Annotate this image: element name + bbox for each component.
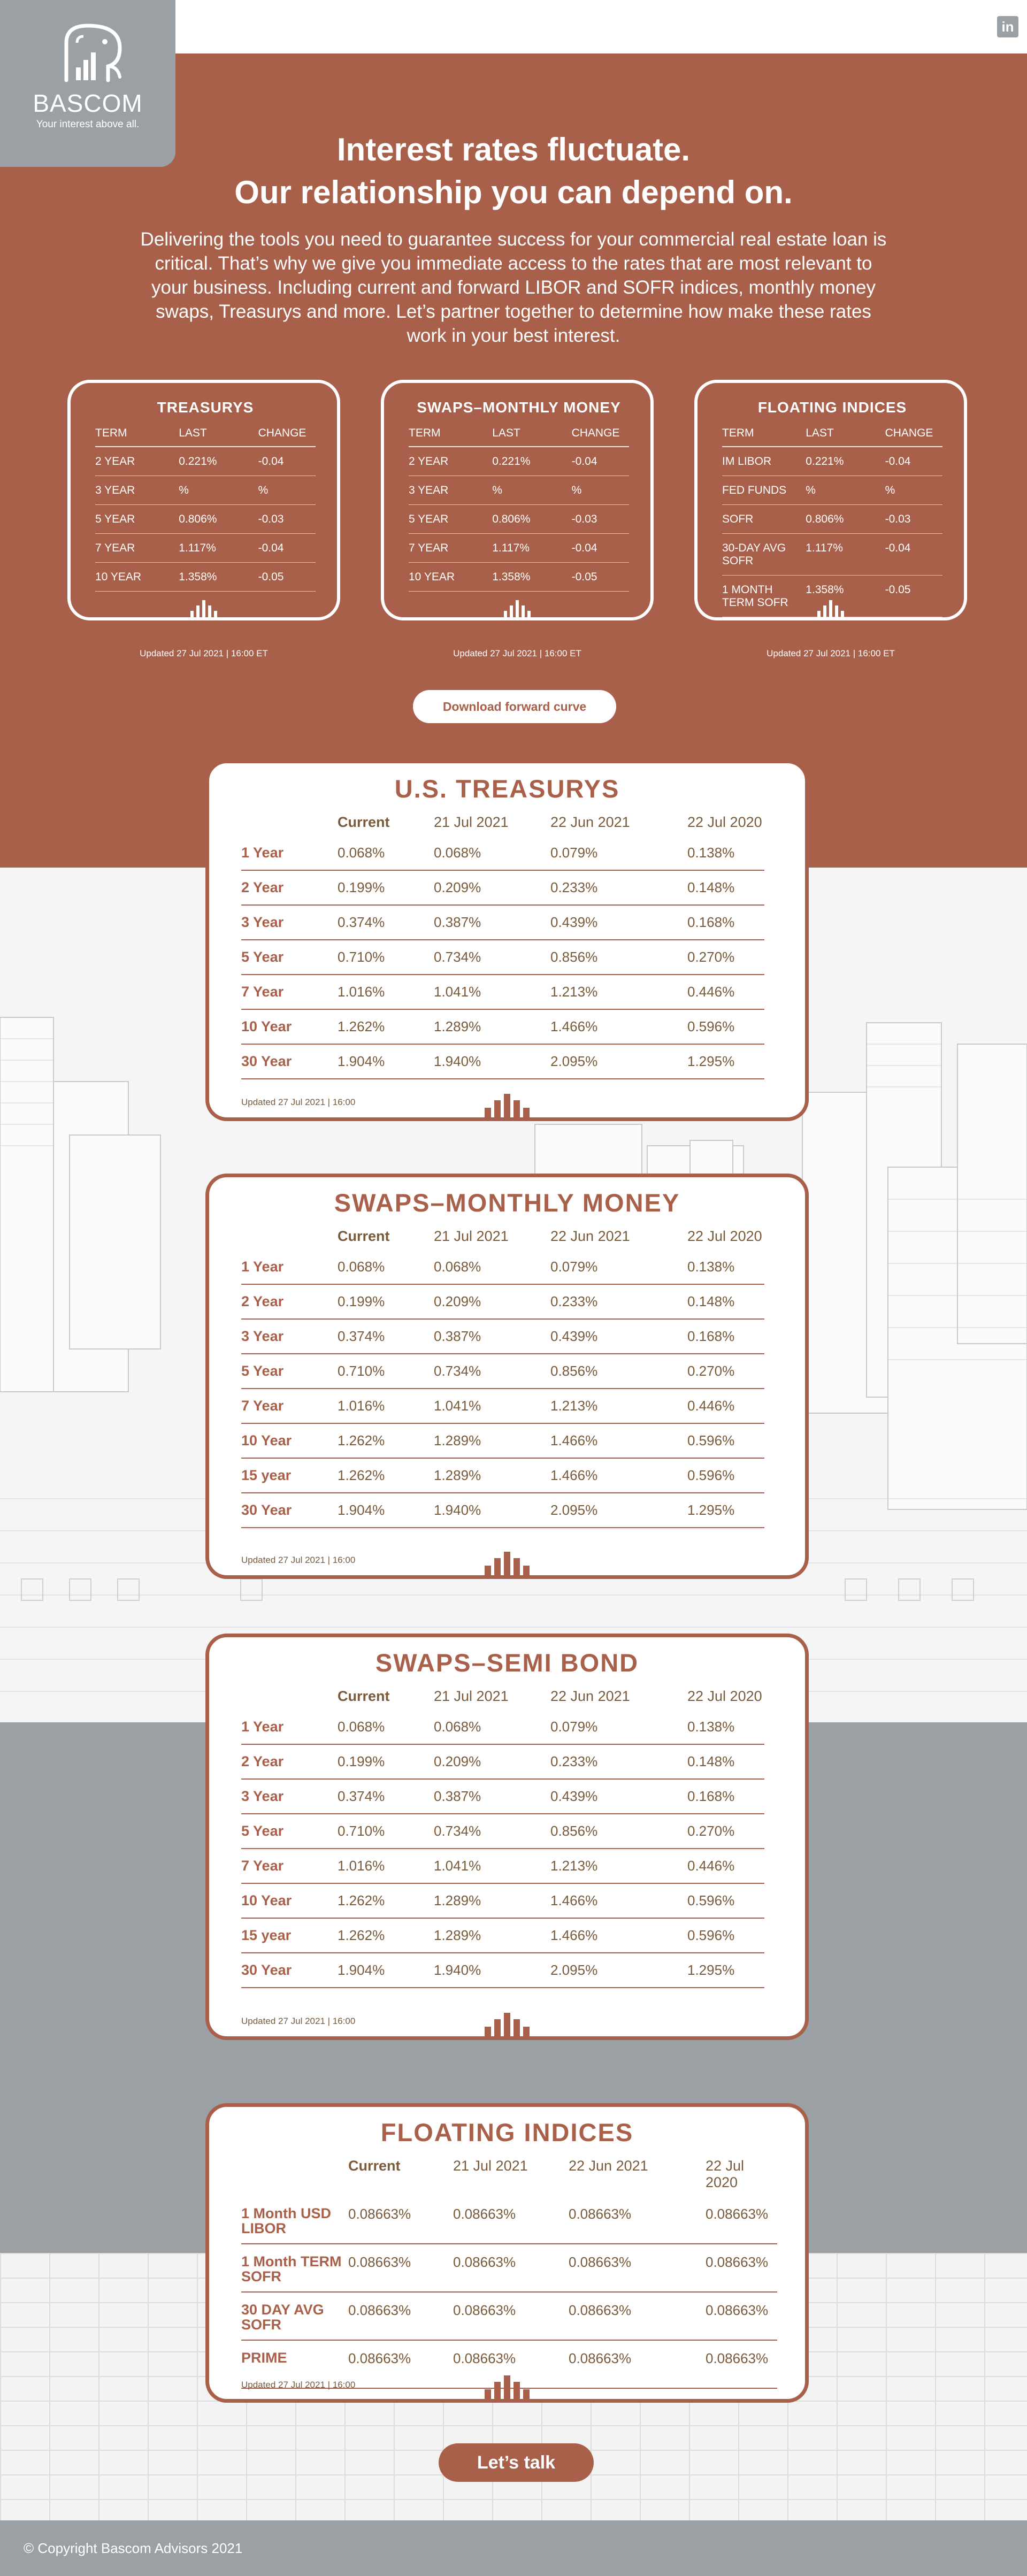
value: 1.041%: [434, 1858, 481, 1874]
col-date: 22 Jul 2020: [706, 2158, 745, 2190]
value: 0.387%: [434, 1328, 481, 1344]
table-row: [722, 476, 942, 505]
value: 2.095%: [550, 1962, 598, 1978]
bars-icon: [504, 600, 531, 618]
value: 0.374%: [338, 1788, 385, 1804]
term: 3 Year: [241, 1328, 284, 1344]
table-row: [722, 534, 942, 576]
term: 1 Year: [241, 1719, 284, 1735]
bars-icon: [485, 2013, 530, 2037]
logo-tagline: Your interest above all.: [36, 119, 140, 130]
value: 0.168%: [687, 1328, 735, 1344]
term: 15 year: [241, 1927, 292, 1943]
col-date: 22 Jul 2020: [687, 814, 762, 830]
table-row: [95, 476, 316, 505]
table-header: [241, 814, 764, 836]
term: 2 Year: [241, 1293, 284, 1309]
updated-timestamp: Updated 27 Jul 2021 | 16:00: [241, 2380, 356, 2390]
col-date: 22 Jun 2021: [550, 1688, 630, 1704]
value: 0.209%: [434, 1753, 481, 1769]
linkedin-icon[interactable]: in: [997, 16, 1018, 37]
bars-icon: [485, 1552, 530, 1576]
value: 0.734%: [434, 1363, 481, 1379]
value: 1.016%: [338, 984, 385, 1000]
term: 3 YEAR: [409, 484, 449, 496]
value: 1.466%: [550, 1467, 598, 1483]
table-row: [409, 563, 629, 592]
col-date: 22 Jun 2021: [550, 1228, 630, 1244]
term: 5 YEAR: [409, 513, 449, 525]
table-row: [241, 2244, 777, 2293]
term: SOFR: [722, 513, 754, 525]
table-row: [241, 1919, 764, 1953]
change: -0.05: [571, 571, 597, 583]
table-row: [241, 2196, 777, 2244]
col-date: 21 Jul 2021: [434, 814, 509, 830]
value: 0.08663%: [569, 2206, 632, 2222]
value: 1.262%: [338, 1467, 385, 1483]
change: -0.03: [885, 513, 911, 525]
value: 1.262%: [338, 1018, 385, 1034]
table-row: [95, 447, 316, 476]
value: 0.148%: [687, 1293, 735, 1309]
table-row: [241, 1010, 764, 1045]
value: 0.387%: [434, 914, 481, 930]
table-row: [95, 505, 316, 534]
value: 1.289%: [434, 1018, 481, 1034]
value: 0.08663%: [348, 2350, 411, 2366]
table-row: [722, 447, 942, 476]
term: 30-DAY AVG SOFR: [722, 542, 786, 567]
mini-card-treasurys: [67, 380, 340, 620]
value: 0.148%: [687, 879, 735, 895]
value: 1.213%: [550, 984, 598, 1000]
footer: [0, 2520, 1027, 2576]
value: 1.466%: [550, 1892, 598, 1908]
value: 0.199%: [338, 1293, 385, 1309]
value: 0.374%: [338, 914, 385, 930]
table-row: [241, 940, 764, 975]
value: 1.904%: [338, 1962, 385, 1978]
term: 5 YEAR: [95, 513, 135, 525]
value: 1.940%: [434, 1502, 481, 1518]
value: 2.095%: [550, 1502, 598, 1518]
term: 30 Year: [241, 1053, 292, 1069]
value: 1.466%: [550, 1432, 598, 1448]
value: 1.940%: [434, 1053, 481, 1069]
value: 1.016%: [338, 1858, 385, 1874]
value: 0.596%: [687, 1927, 735, 1943]
value: 0.199%: [338, 879, 385, 895]
table-row: [241, 2293, 777, 2341]
bars-icon: [190, 600, 217, 618]
term: PRIME: [241, 2350, 287, 2366]
change: -0.04: [258, 542, 284, 554]
term: 30 Year: [241, 1962, 292, 1978]
col-term: TERM: [409, 427, 441, 439]
value: 0.068%: [338, 1259, 385, 1275]
mini-card-updated: Updated 27 Jul 2021 | 16:00 ET: [140, 648, 268, 658]
value: 0.199%: [338, 1753, 385, 1769]
value: 1.289%: [434, 1927, 481, 1943]
value: 1.466%: [550, 1018, 598, 1034]
col-term: [241, 814, 338, 831]
logo[interactable]: [0, 0, 175, 167]
value: 0.068%: [434, 1259, 481, 1275]
term: 30 Year: [241, 1502, 292, 1518]
col-term: TERM: [722, 427, 754, 439]
value: 0.596%: [687, 1018, 735, 1034]
value: 1.289%: [434, 1432, 481, 1448]
mini-table-header: [409, 427, 629, 447]
value: 0.596%: [687, 1432, 735, 1448]
value: 0.374%: [338, 1328, 385, 1344]
copyright-text: © Copyright Bascom Advisors 2021: [24, 2540, 243, 2556]
value: 1.262%: [338, 1892, 385, 1908]
col-current: Current: [338, 814, 390, 830]
change: -0.04: [258, 455, 284, 467]
col-date: 22 Jul 2020: [687, 1228, 762, 1244]
table-row: [241, 1493, 764, 1528]
value: 0.734%: [434, 949, 481, 965]
term: 5 Year: [241, 1363, 284, 1379]
term: 1 Month USD LIBOR: [241, 2205, 331, 2236]
term: 7 Year: [241, 1398, 284, 1414]
value: 0.08663%: [569, 2302, 632, 2318]
value: 1.295%: [687, 1502, 735, 1518]
term: 1 MONTH TERM SOFR: [722, 584, 788, 609]
mini-card-title: TREASURYS: [157, 399, 254, 416]
value: 0.439%: [550, 1788, 598, 1804]
card-title: SWAPS–MONTHLY MONEY: [334, 1189, 680, 1217]
last: 0.806%: [806, 513, 844, 525]
term: 5 Year: [241, 1823, 284, 1839]
col-current: Current: [338, 1228, 390, 1244]
value: 0.08663%: [706, 2254, 769, 2270]
value: 1.940%: [434, 1962, 481, 1978]
value: 1.041%: [434, 984, 481, 1000]
last: 1.358%: [492, 571, 531, 583]
change: -0.04: [571, 542, 597, 554]
table-row: [409, 505, 629, 534]
value: 0.138%: [687, 1259, 735, 1275]
value: 1.295%: [687, 1053, 735, 1069]
table-row: [241, 1389, 764, 1424]
value: 0.387%: [434, 1788, 481, 1804]
change: %: [885, 484, 895, 496]
table-row: [95, 534, 316, 563]
bars-icon: [817, 600, 844, 618]
lets-talk-button[interactable]: Let’s talk: [439, 2443, 594, 2482]
value: 0.270%: [687, 1363, 735, 1379]
table-row: [241, 836, 764, 871]
term: 3 YEAR: [95, 484, 135, 496]
term: 5 Year: [241, 949, 284, 965]
last: 0.221%: [179, 455, 217, 467]
col-last: LAST: [806, 427, 834, 439]
term: 7 YEAR: [409, 542, 449, 554]
value: 1.904%: [338, 1053, 385, 1069]
value: 0.446%: [687, 1858, 735, 1874]
term: 3 Year: [241, 914, 284, 930]
value: 0.233%: [550, 879, 598, 895]
value: 0.08663%: [569, 2350, 632, 2366]
col-date: 21 Jul 2021: [434, 1688, 509, 1704]
value: 0.856%: [550, 949, 598, 965]
table-row: [241, 1250, 764, 1285]
term: 2 YEAR: [95, 455, 135, 467]
col-last: LAST: [179, 427, 207, 439]
updated-timestamp: Updated 27 Jul 2021 | 16:00: [241, 2016, 356, 2026]
change: -0.03: [571, 513, 597, 525]
change: -0.04: [885, 455, 911, 467]
col-term: [241, 1228, 338, 1245]
col-date: 22 Jun 2021: [550, 814, 630, 830]
term: 3 Year: [241, 1788, 284, 1804]
col-term: [241, 1688, 338, 1705]
col-current: Current: [338, 1688, 390, 1704]
last: 1.117%: [179, 542, 216, 554]
value: 0.446%: [687, 1398, 735, 1414]
value: 0.138%: [687, 845, 735, 861]
value: 0.08663%: [453, 2350, 516, 2366]
col-change: CHANGE: [571, 427, 620, 439]
table-row: [241, 1814, 764, 1849]
change: -0.03: [258, 513, 284, 525]
value: 0.08663%: [453, 2302, 516, 2318]
last: 0.806%: [179, 513, 217, 525]
col-term: TERM: [95, 427, 127, 439]
floating-indices-card: [205, 2103, 809, 2403]
value: 0.08663%: [453, 2254, 516, 2270]
value: 0.270%: [687, 949, 735, 965]
change: -0.05: [885, 584, 911, 596]
card-title: FLOATING INDICES: [380, 2118, 634, 2146]
value: 0.08663%: [348, 2254, 411, 2270]
last: 0.221%: [806, 455, 844, 467]
value: 0.079%: [550, 1259, 598, 1275]
value: 1.262%: [338, 1432, 385, 1448]
table-header: [241, 1228, 764, 1250]
value: 0.08663%: [569, 2254, 632, 2270]
mini-table-header: [95, 427, 316, 447]
change: -0.04: [885, 542, 911, 554]
value: 1.213%: [550, 1398, 598, 1414]
value: 1.289%: [434, 1467, 481, 1483]
value: 1.295%: [687, 1962, 735, 1978]
table-row: [409, 447, 629, 476]
value: 1.466%: [550, 1927, 598, 1943]
elephant-logo-icon: [45, 21, 131, 88]
table-header: [241, 1688, 764, 1710]
term: IM LIBOR: [722, 455, 772, 467]
mini-card-title: SWAPS–MONTHLY MONEY: [417, 399, 621, 416]
change: %: [258, 484, 269, 496]
value: 0.856%: [550, 1823, 598, 1839]
change: -0.05: [258, 571, 284, 583]
last: 0.221%: [492, 455, 531, 467]
table-row: [241, 1045, 764, 1079]
table-row: [241, 1745, 764, 1780]
value: 1.904%: [338, 1502, 385, 1518]
last: %: [179, 484, 189, 496]
value: 1.213%: [550, 1858, 598, 1874]
last: 1.117%: [492, 542, 530, 554]
swaps-semi-bond-card: [205, 1634, 809, 2040]
value: 1.041%: [434, 1398, 481, 1414]
term: 2 Year: [241, 879, 284, 895]
hero-title-line1: Interest rates fluctuate.: [336, 132, 691, 167]
updated-timestamp: Updated 27 Jul 2021 | 16:00: [241, 1097, 356, 1107]
value: 0.08663%: [348, 2302, 411, 2318]
term: 15 year: [241, 1467, 292, 1483]
value: 0.08663%: [348, 2206, 411, 2222]
change: %: [571, 484, 582, 496]
table-row: [241, 1849, 764, 1884]
value: 1.289%: [434, 1892, 481, 1908]
last: 1.358%: [179, 571, 217, 583]
value: 0.168%: [687, 914, 735, 930]
mini-card-updated: Updated 27 Jul 2021 | 16:00 ET: [453, 648, 581, 658]
value: 0.08663%: [706, 2350, 769, 2366]
updated-timestamp: Updated 27 Jul 2021 | 16:00: [241, 1555, 356, 1565]
term: FED FUNDS: [722, 484, 787, 496]
table-row: [409, 534, 629, 563]
col-date: 21 Jul 2021: [453, 2158, 528, 2174]
value: 1.262%: [338, 1927, 385, 1943]
table-row: [241, 1780, 764, 1814]
last: 1.358%: [806, 584, 844, 596]
treasurys-card: [205, 760, 809, 1121]
table-row: [241, 1459, 764, 1493]
term: 2 YEAR: [409, 455, 449, 467]
last: 0.806%: [492, 513, 531, 525]
term: 2 Year: [241, 1753, 284, 1769]
mini-card-updated: Updated 27 Jul 2021 | 16:00 ET: [767, 648, 895, 658]
col-date: 22 Jun 2021: [569, 2158, 648, 2174]
table-row: [722, 505, 942, 534]
term: 1 Month TERM SOFR: [241, 2253, 342, 2284]
value: 0.068%: [434, 845, 481, 861]
value: 1.016%: [338, 1398, 385, 1414]
last: %: [806, 484, 816, 496]
term: 7 Year: [241, 984, 284, 1000]
col-term: [241, 2158, 348, 2191]
table-row: [241, 871, 764, 906]
hero-section: [0, 53, 1027, 868]
col-date: 21 Jul 2021: [434, 1228, 509, 1244]
logo-name: BASCOM: [33, 89, 143, 117]
table-row: [241, 906, 764, 940]
hero-description: Delivering the tools you need to guarantee success for your commercial real estate loan is critical. That’s why we give you immediate access to the rates that are most relevant to your business. Including current and forward LIBOR and SOFR indices, monthly money swaps, Treasurys and more. Let’s partner together to determine how make these rates work in your best interest.: [140, 229, 887, 346]
value: 0.148%: [687, 1753, 735, 1769]
bars-icon: [485, 2375, 530, 2400]
table-row: [241, 1424, 764, 1459]
table-row: [241, 1354, 764, 1389]
term: 10 YEAR: [409, 571, 455, 583]
table-row: [241, 1710, 764, 1745]
col-date: 22 Jul 2020: [687, 1688, 762, 1704]
term: 7 YEAR: [95, 542, 135, 554]
value: 0.08663%: [706, 2206, 769, 2222]
table-header: [241, 2158, 777, 2196]
value: 0.079%: [550, 1719, 598, 1735]
term: 1 Year: [241, 1259, 284, 1275]
value: 0.710%: [338, 949, 385, 965]
value: 0.233%: [550, 1753, 598, 1769]
col-change: CHANGE: [258, 427, 306, 439]
table-row: [241, 1884, 764, 1919]
value: 0.068%: [434, 1719, 481, 1735]
card-title: SWAPS–SEMI BOND: [375, 1649, 639, 1677]
change: -0.04: [571, 455, 597, 467]
value: 0.446%: [687, 984, 735, 1000]
value: 0.209%: [434, 879, 481, 895]
mini-card-swaps: [381, 380, 654, 620]
table-row: [241, 1285, 764, 1320]
value: 0.08663%: [706, 2302, 769, 2318]
table-row: [241, 1320, 764, 1354]
value: 0.079%: [550, 845, 598, 861]
value: 0.734%: [434, 1823, 481, 1839]
value: 0.068%: [338, 845, 385, 861]
value: 0.068%: [338, 1719, 385, 1735]
value: 0.233%: [550, 1293, 598, 1309]
bars-icon: [485, 1094, 530, 1118]
swaps-monthly-card: [205, 1174, 809, 1579]
last: 1.117%: [806, 542, 843, 554]
term: 30 DAY AVG SOFR: [241, 2302, 324, 2333]
table-row: [241, 1953, 764, 1988]
value: 2.095%: [550, 1053, 598, 1069]
term: 10 Year: [241, 1018, 292, 1034]
term: 10 YEAR: [95, 571, 141, 583]
download-forward-curve-button[interactable]: Download forward curve: [413, 690, 616, 723]
table-row: [241, 975, 764, 1010]
mini-table-header: [722, 427, 942, 447]
value: 0.209%: [434, 1293, 481, 1309]
term: 7 Year: [241, 1858, 284, 1874]
value: 0.138%: [687, 1719, 735, 1735]
card-title: U.S. TREASURYS: [394, 775, 620, 803]
term: 1 Year: [241, 845, 284, 861]
value: 0.596%: [687, 1467, 735, 1483]
hero-title-line2: Our relationship you can depend on.: [234, 174, 793, 210]
value: 0.596%: [687, 1892, 735, 1908]
value: 0.710%: [338, 1363, 385, 1379]
value: 0.439%: [550, 914, 598, 930]
value: 0.856%: [550, 1363, 598, 1379]
term: 10 Year: [241, 1432, 292, 1448]
mini-card-title: FLOATING INDICES: [757, 399, 907, 416]
mini-card-floating: [694, 380, 967, 620]
value: 0.439%: [550, 1328, 598, 1344]
col-change: CHANGE: [885, 427, 933, 439]
col-last: LAST: [492, 427, 520, 439]
col-current: Current: [348, 2158, 401, 2174]
value: 0.168%: [687, 1788, 735, 1804]
value: 0.08663%: [453, 2206, 516, 2222]
table-row: [409, 476, 629, 505]
value: 0.710%: [338, 1823, 385, 1839]
last: %: [492, 484, 502, 496]
value: 0.270%: [687, 1823, 735, 1839]
table-row: [95, 563, 316, 592]
term: 10 Year: [241, 1892, 292, 1908]
